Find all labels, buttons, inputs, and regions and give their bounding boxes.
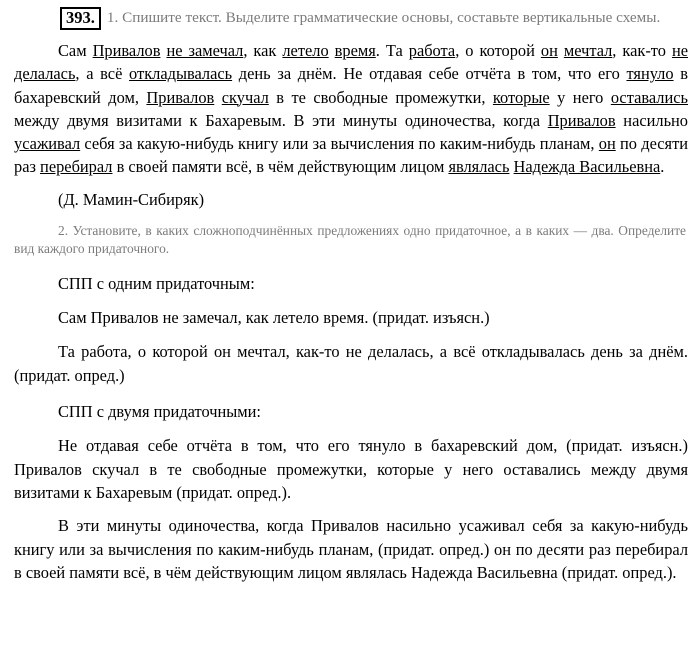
grammatical-basis-underline: перебирал	[40, 157, 113, 177]
source-text-segment: , о которой	[455, 41, 541, 60]
grammatical-basis-underline: усаживал	[14, 134, 81, 154]
grammatical-basis-underline: Привалов	[547, 110, 616, 130]
grammatical-basis-underline: он	[540, 41, 558, 60]
answer-item-one-clause-1: Сам Привалов не замечал, как летело время. (придат. изъясн.)	[58, 308, 490, 328]
grammatical-basis-underline: время	[334, 41, 376, 60]
source-text-segment: Сам	[58, 41, 93, 60]
source-text-paragraph	[0, 39, 700, 179]
answer-heading-two-clauses: СПП с двумя придаточными:	[58, 402, 261, 422]
source-text-segment: в те свободные промежутки,	[268, 87, 493, 107]
exercise-number-box: 393.	[60, 7, 101, 30]
grammatical-basis-underline: Привалов	[92, 41, 161, 60]
source-text-segment: по десяти раз	[14, 134, 688, 177]
grammatical-basis-underline: не делалась	[14, 41, 688, 84]
source-text-segment: насильно	[615, 110, 689, 130]
source-text-segment: , как-то	[612, 41, 672, 60]
source-text-segment: в своей памяти всё, в чём действующим лицом	[112, 157, 449, 177]
textbook-page	[0, 7, 700, 669]
source-text-segment: себя за какую-нибудь книгу или за вычисления по каким-нибудь планам,	[80, 134, 599, 154]
grammatical-basis-underline: скучал	[221, 87, 269, 107]
answer-item-two-clauses-2: В эти минуты одиночества, когда Привалов насильно усаживал себя за какую-нибудь книгу или за вычисления по каким-нибудь планам, (придат. опред.) он по десяти раз перебирал в своей памяти всё, в чём действующим лицом являлась Надежда Васильевна (придат. опред.).	[14, 516, 688, 582]
exercise-header	[0, 7, 700, 30]
grammatical-basis-underline: мечтал	[563, 41, 613, 60]
answer-heading-one-clause: СПП с одним придаточным:	[58, 273, 255, 293]
source-text-segment	[214, 88, 221, 107]
source-text-segment: , а всё	[75, 64, 130, 84]
source-text-segment: . Та	[375, 41, 409, 60]
grammatical-basis-underline: работа	[408, 41, 456, 60]
grammatical-basis-underline: он	[598, 134, 616, 154]
source-text-segment: между двумя визитами к Бахаревым. В эти минуты одиночества, когда	[14, 110, 548, 130]
source-attribution: (Д. Мамин-Сибиряк)	[58, 189, 205, 209]
grammatical-basis-underline: Привалов	[146, 87, 215, 107]
grammatical-basis-underline: Надежда Васильевна	[513, 157, 661, 177]
source-text-segment: в бахаревский дом,	[14, 64, 688, 107]
grammatical-basis-underline: летело	[282, 41, 329, 60]
source-text-segment: у него	[549, 87, 611, 107]
grammatical-basis-underline: которые	[492, 87, 550, 107]
grammatical-basis-underline: являлась	[448, 157, 510, 177]
source-text-segment: .	[660, 157, 665, 177]
source-text-segment: день за днём. Не отдавая себе отчёта в том, что его	[232, 64, 627, 84]
exercise-task1-instruction: 1. Спишите текст. Выделите грамматические основы, составьте вертикальные схемы.	[106, 9, 661, 26]
grammatical-basis-underline: не замечал	[166, 41, 244, 60]
source-text-segment: , как	[243, 41, 283, 60]
exercise-task2-instruction: 2. Установите, в каких сложноподчинённых предложениях одно придаточное, а в каких — два. Определите вид каждого придаточного.	[14, 223, 686, 257]
answer-item-one-clause-2: Та работа, о которой он мечтал, как-то не делалась, а всё откладывалась день за днём. (придат. опред.)	[14, 342, 688, 385]
grammatical-basis-underline: откладывалась	[129, 64, 233, 84]
answer-item-two-clauses-1: Не отдавая себе отчёта в том, что его тянуло в бахаревский дом, (придат. изъясн.) Привалов скучал в те свободные промежутки, которые у него оставались между двумя визитами к Бахаревым (придат. опред.).	[14, 436, 688, 502]
grammatical-basis-underline: оставались	[610, 87, 688, 107]
grammatical-basis-underline: тянуло	[626, 64, 674, 84]
